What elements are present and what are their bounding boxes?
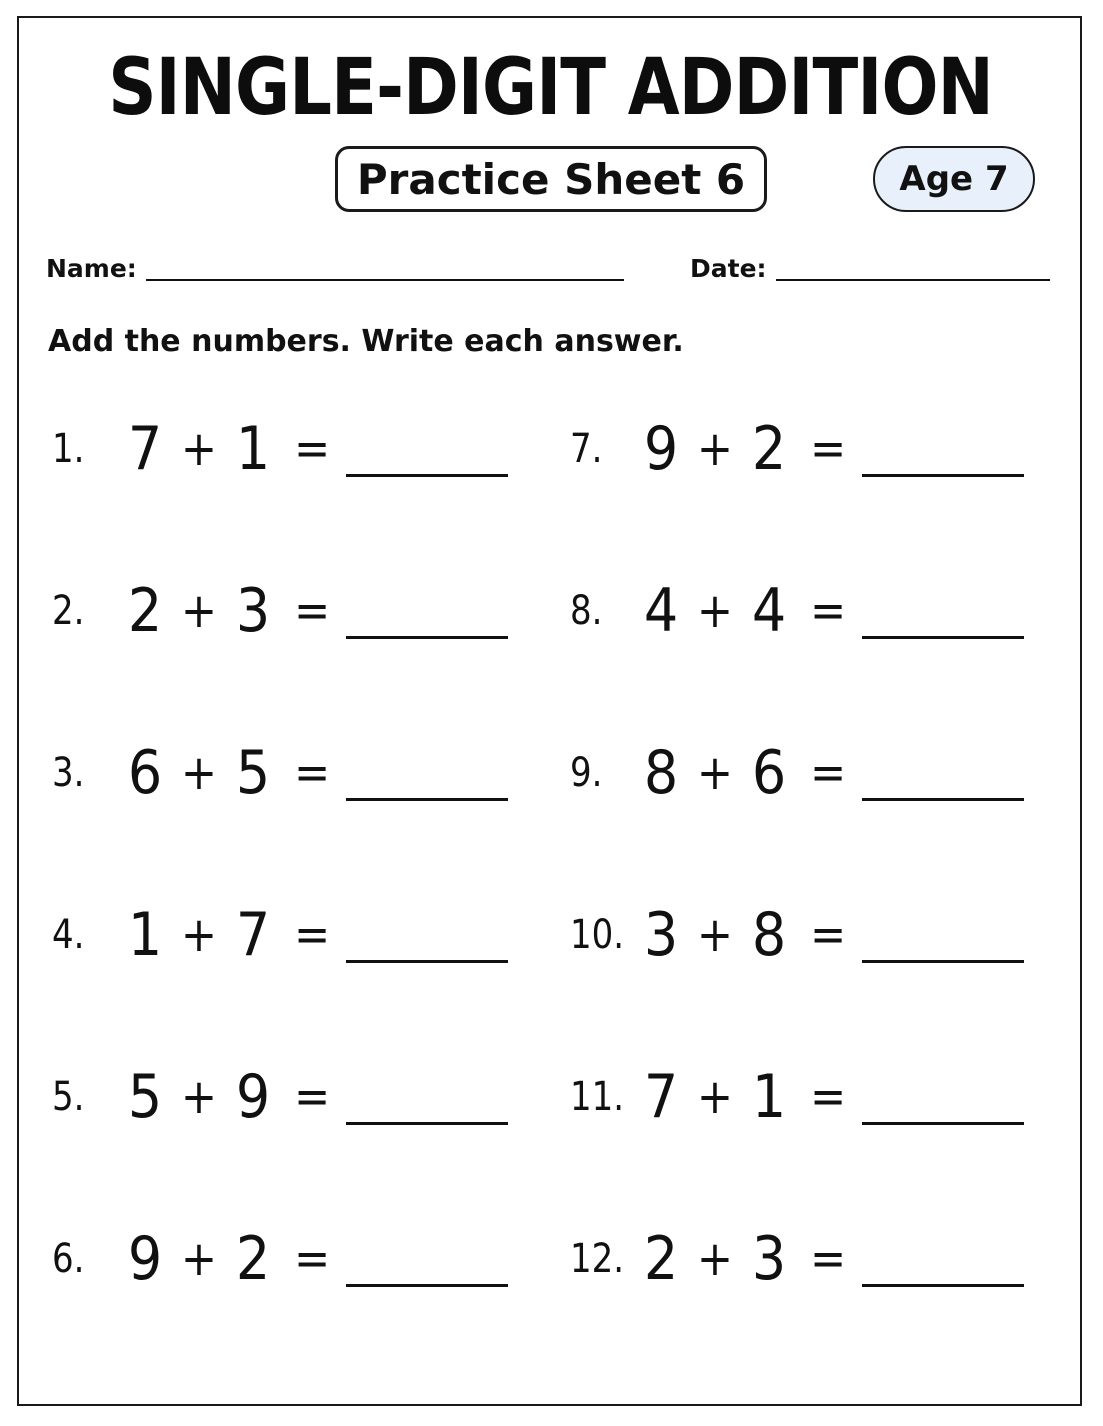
answer-blank[interactable]: [346, 1122, 508, 1125]
equals-sign: =: [294, 583, 331, 639]
equals-sign: =: [810, 421, 847, 477]
problem-number: 8.: [570, 588, 603, 634]
plus-sign: +: [696, 745, 734, 801]
problem-number: 11.: [570, 1074, 625, 1120]
first-addend: 3: [643, 900, 679, 970]
plus-sign: +: [180, 421, 218, 477]
second-addend: 2: [751, 414, 787, 484]
second-addend: 5: [235, 738, 271, 808]
first-addend: 9: [127, 1224, 163, 1294]
problem-11: [570, 1060, 1050, 1140]
practice-sheet-label: [335, 146, 767, 212]
problem-10: [570, 898, 1050, 978]
age-badge: [873, 146, 1035, 212]
plus-sign: +: [696, 421, 734, 477]
first-addend: 1: [127, 900, 163, 970]
answer-blank[interactable]: [346, 474, 508, 477]
problem-number: 6.: [52, 1236, 85, 1282]
equals-sign: =: [810, 583, 847, 639]
problem-7: [570, 412, 1050, 492]
answer-blank[interactable]: [862, 960, 1024, 963]
second-addend: 3: [235, 576, 271, 646]
plus-sign: +: [696, 1231, 734, 1287]
plus-sign: +: [180, 1069, 218, 1125]
first-addend: 2: [127, 576, 163, 646]
problem-4: [52, 898, 532, 978]
equals-sign: =: [294, 421, 331, 477]
problem-number: 1.: [52, 426, 85, 472]
equals-sign: =: [294, 907, 331, 963]
instructions-text: Add the numbers. Write each answer.: [48, 324, 684, 359]
age-badge-text: Age 7: [899, 159, 1009, 199]
first-addend: 2: [643, 1224, 679, 1294]
first-addend: 4: [643, 576, 679, 646]
plus-sign: +: [696, 907, 734, 963]
problem-number: 10.: [570, 912, 625, 958]
plus-sign: +: [180, 907, 218, 963]
problem-number: 2.: [52, 588, 85, 634]
second-addend: 9: [235, 1062, 271, 1132]
answer-blank[interactable]: [862, 474, 1024, 477]
answer-blank[interactable]: [862, 636, 1024, 639]
worksheet-title: SINGLE-DIGIT ADDITION: [108, 43, 993, 133]
problem-1: [52, 412, 532, 492]
first-addend: 5: [127, 1062, 163, 1132]
problem-number: 5.: [52, 1074, 85, 1120]
first-addend: 6: [127, 738, 163, 808]
date-label: Date:: [690, 254, 767, 283]
second-addend: 7: [235, 900, 271, 970]
problem-number: 12.: [570, 1236, 625, 1282]
second-addend: 6: [751, 738, 787, 808]
equals-sign: =: [294, 1069, 331, 1125]
plus-sign: +: [180, 745, 218, 801]
problem-number: 4.: [52, 912, 85, 958]
answer-blank[interactable]: [862, 1284, 1024, 1287]
problem-number: 9.: [570, 750, 603, 796]
problem-9: [570, 736, 1050, 816]
name-field-line[interactable]: [146, 279, 624, 281]
date-field-line[interactable]: [776, 279, 1050, 281]
answer-blank[interactable]: [862, 798, 1024, 801]
answer-blank[interactable]: [346, 960, 508, 963]
problem-6: [52, 1222, 532, 1302]
second-addend: 4: [751, 576, 787, 646]
second-addend: 3: [751, 1224, 787, 1294]
name-label: Name:: [46, 254, 137, 283]
problem-number: 7.: [570, 426, 603, 472]
first-addend: 7: [127, 414, 163, 484]
practice-sheet-text: Practice Sheet 6: [356, 154, 746, 204]
worksheet-border: [17, 16, 1082, 1406]
equals-sign: =: [810, 1069, 847, 1125]
problem-12: [570, 1222, 1050, 1302]
answer-blank[interactable]: [862, 1122, 1024, 1125]
second-addend: 8: [751, 900, 787, 970]
equals-sign: =: [294, 745, 331, 801]
second-addend: 1: [235, 414, 271, 484]
equals-sign: =: [294, 1231, 331, 1287]
second-addend: 1: [751, 1062, 787, 1132]
problem-5: [52, 1060, 532, 1140]
equals-sign: =: [810, 1231, 847, 1287]
second-addend: 2: [235, 1224, 271, 1294]
first-addend: 8: [643, 738, 679, 808]
problem-3: [52, 736, 532, 816]
answer-blank[interactable]: [346, 636, 508, 639]
answer-blank[interactable]: [346, 1284, 508, 1287]
equals-sign: =: [810, 907, 847, 963]
first-addend: 9: [643, 414, 679, 484]
plus-sign: +: [180, 1231, 218, 1287]
first-addend: 7: [643, 1062, 679, 1132]
answer-blank[interactable]: [346, 798, 508, 801]
plus-sign: +: [180, 583, 218, 639]
problem-8: [570, 574, 1050, 654]
problem-number: 3.: [52, 750, 85, 796]
plus-sign: +: [696, 1069, 734, 1125]
plus-sign: +: [696, 583, 734, 639]
problem-2: [52, 574, 532, 654]
equals-sign: =: [810, 745, 847, 801]
